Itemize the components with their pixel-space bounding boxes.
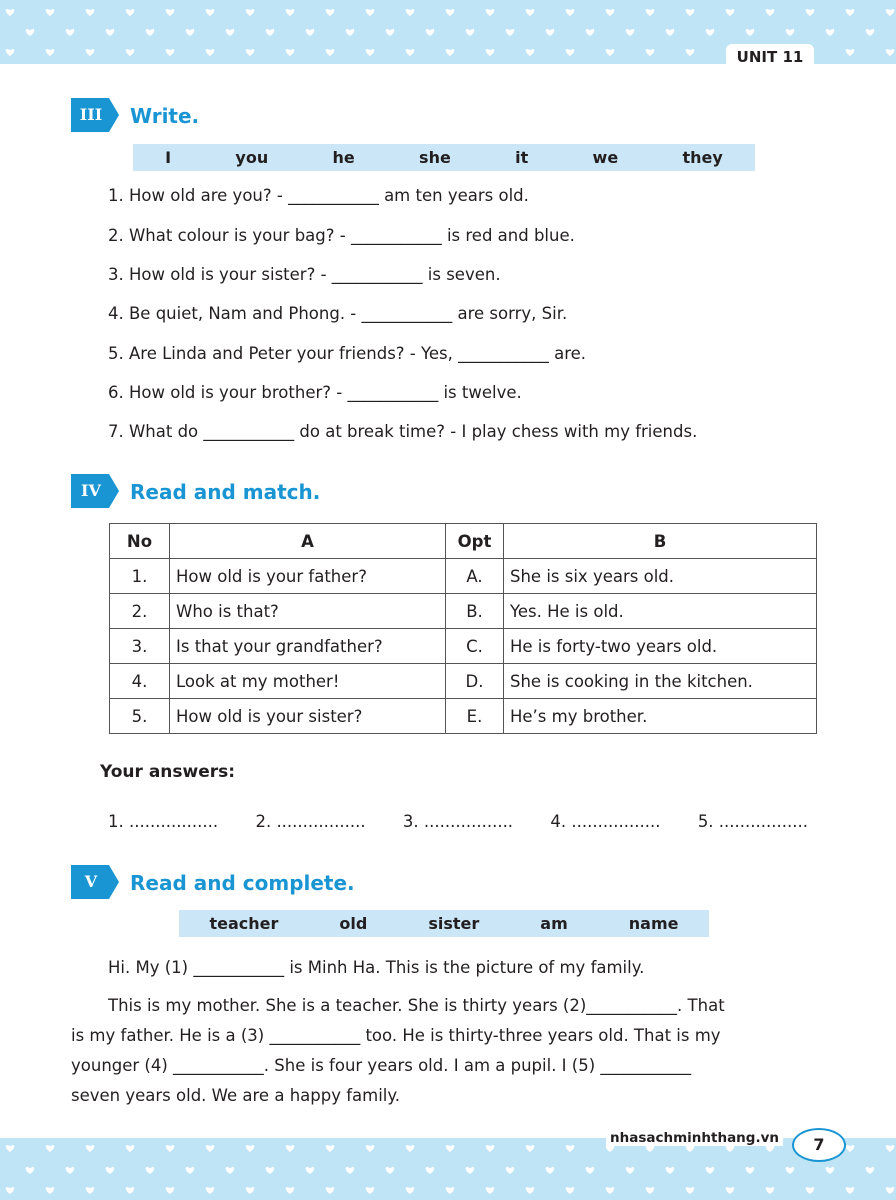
heart-icon: [866, 1167, 874, 1174]
header-opt: Opt: [446, 524, 504, 559]
heart-icon: [586, 1167, 594, 1174]
heart-icon: [846, 1145, 854, 1152]
heart-icon: [746, 29, 754, 36]
header-a: A: [170, 524, 446, 559]
heart-icon: [326, 1187, 334, 1194]
heart-icon: [246, 49, 254, 56]
paragraph-intro: Hi. My (1) ___________ is Minh Ha. This is the picture of my family.: [108, 958, 645, 977]
word-box-item: old: [339, 914, 368, 933]
heart-icon: [166, 49, 174, 56]
heart-icon: [186, 29, 194, 36]
paragraph-line: younger (4) ___________. She is four years old. I am a pupil. I (5) ___________: [71, 1056, 692, 1075]
heart-pattern-bottom: [0, 1138, 896, 1200]
paragraph-line: This is my mother. She is a teacher. She is thirty years (2)___________. That: [108, 996, 725, 1015]
heart-icon: [246, 1145, 254, 1152]
heart-icon: [126, 1145, 134, 1152]
heart-icon: [466, 1167, 474, 1174]
heart-icon: [726, 1187, 734, 1194]
heart-icon: [166, 1145, 174, 1152]
heart-icon: [86, 1187, 94, 1194]
heart-icon: [246, 9, 254, 16]
cell-a: Who is that?: [170, 594, 446, 629]
heart-icon: [326, 9, 334, 16]
heart-icon: [166, 9, 174, 16]
cell-no: 5.: [110, 699, 170, 734]
exercise-item-1: 1. How old are you? - ___________ am ten years old.: [108, 186, 529, 205]
heart-icon: [886, 1145, 894, 1152]
heart-icon: [66, 1167, 74, 1174]
heart-icon: [286, 49, 294, 56]
heart-icon: [246, 1187, 254, 1194]
heart-icon: [46, 1145, 54, 1152]
heart-icon: [646, 1145, 654, 1152]
table-row: [110, 559, 817, 594]
answer-blank-1: 1. .................: [108, 812, 219, 831]
heart-icon: [566, 49, 574, 56]
heart-icon: [706, 1167, 714, 1174]
word-box-item: he: [332, 148, 355, 167]
heart-icon: [206, 1145, 214, 1152]
heart-icon: [606, 1187, 614, 1194]
heart-icon: [426, 29, 434, 36]
heart-icon: [646, 9, 654, 16]
heart-icon: [826, 29, 834, 36]
cell-a: Look at my mother!: [170, 664, 446, 699]
heart-icon: [846, 9, 854, 16]
heart-icon: [6, 1145, 14, 1152]
heart-icon: [366, 9, 374, 16]
heart-icon: [206, 9, 214, 16]
heart-icon: [846, 1187, 854, 1194]
word-box-family: [179, 910, 709, 937]
heart-icon: [486, 1187, 494, 1194]
heart-icon: [686, 1187, 694, 1194]
heart-icon: [446, 9, 454, 16]
heart-icon: [226, 29, 234, 36]
heart-icon: [326, 1145, 334, 1152]
heart-icon: [806, 1187, 814, 1194]
word-box-item: teacher: [209, 914, 279, 933]
heart-icon: [686, 49, 694, 56]
word-box-item: I: [165, 148, 172, 167]
heart-icon: [106, 1167, 114, 1174]
heart-icon: [6, 1187, 14, 1194]
exercise-item-3: 3. How old is your sister? - ___________ is seven.: [108, 265, 501, 284]
heart-icon: [866, 29, 874, 36]
heart-icon: [206, 1187, 214, 1194]
cell-no: 2.: [110, 594, 170, 629]
heart-icon: [126, 49, 134, 56]
heart-icon: [406, 1187, 414, 1194]
header-no: No: [110, 524, 170, 559]
cell-b: She is six years old.: [504, 559, 817, 594]
heart-icon: [106, 29, 114, 36]
heart-icon: [646, 49, 654, 56]
heart-icon: [746, 1167, 754, 1174]
heart-icon: [86, 1145, 94, 1152]
heart-icon: [146, 29, 154, 36]
section-badge-iii: III: [71, 98, 119, 132]
heart-icon: [766, 9, 774, 16]
cell-opt: A.: [446, 559, 504, 594]
heart-icon: [126, 1187, 134, 1194]
word-box-item: name: [628, 914, 679, 933]
cell-opt: D.: [446, 664, 504, 699]
heart-icon: [346, 1167, 354, 1174]
heart-icon: [186, 1167, 194, 1174]
heart-icon: [46, 49, 54, 56]
section-title-read-and-match: Read and match.: [130, 480, 321, 504]
page-number: 7: [792, 1128, 846, 1162]
heart-icon: [406, 1145, 414, 1152]
heart-icon: [266, 29, 274, 36]
heart-icon: [806, 9, 814, 16]
cell-b: Yes. He is old.: [504, 594, 817, 629]
heart-icon: [586, 29, 594, 36]
heart-icon: [286, 1145, 294, 1152]
exercise-item-5: 5. Are Linda and Peter your friends? - Yes, ___________ are.: [108, 344, 587, 363]
publisher-website: nhasachminhthang.vn: [606, 1130, 783, 1146]
heart-icon: [406, 49, 414, 56]
cell-no: 1.: [110, 559, 170, 594]
heart-icon: [706, 29, 714, 36]
heart-icon: [466, 29, 474, 36]
heart-icon: [126, 9, 134, 16]
header-b: B: [504, 524, 817, 559]
heart-icon: [386, 1167, 394, 1174]
heart-icon: [786, 29, 794, 36]
heart-icon: [646, 1187, 654, 1194]
bottom-decorative-band: [0, 1138, 896, 1200]
heart-icon: [566, 1187, 574, 1194]
heart-icon: [886, 9, 894, 16]
heart-icon: [46, 1187, 54, 1194]
heart-icon: [606, 49, 614, 56]
heart-icon: [766, 1187, 774, 1194]
heart-icon: [386, 29, 394, 36]
heart-icon: [686, 9, 694, 16]
heart-icon: [366, 1145, 374, 1152]
heart-icon: [626, 1167, 634, 1174]
section-badge-iv: IV: [71, 474, 119, 508]
match-table: [109, 523, 817, 734]
heart-icon: [406, 9, 414, 16]
heart-icon: [886, 49, 894, 56]
paragraph-line: seven years old. We are a happy family.: [71, 1086, 401, 1105]
heart-icon: [886, 1187, 894, 1194]
word-box-item: we: [592, 148, 619, 167]
section-title-read-and-complete: Read and complete.: [130, 871, 355, 895]
answers-title: Your answers:: [100, 762, 236, 782]
cell-opt: E.: [446, 699, 504, 734]
exercise-item-2: 2. What colour is your bag? - ___________ is red and blue.: [108, 226, 575, 245]
answer-blank-2: 2. .................: [255, 812, 366, 831]
heart-icon: [286, 9, 294, 16]
section-badge-v: V: [71, 865, 119, 899]
heart-icon: [606, 9, 614, 16]
answers-row: [108, 812, 808, 831]
heart-icon: [326, 49, 334, 56]
heart-icon: [446, 49, 454, 56]
cell-b: She is cooking in the kitchen.: [504, 664, 817, 699]
table-row: [110, 664, 817, 699]
heart-icon: [86, 9, 94, 16]
heart-icon: [446, 1145, 454, 1152]
word-box-item: it: [515, 148, 529, 167]
heart-icon: [26, 1167, 34, 1174]
heart-icon: [546, 1167, 554, 1174]
word-box-item: you: [235, 148, 269, 167]
cell-a: How old is your sister?: [170, 699, 446, 734]
table-header-row: [110, 524, 817, 559]
heart-icon: [606, 1145, 614, 1152]
heart-icon: [6, 49, 14, 56]
heart-icon: [666, 1167, 674, 1174]
paragraph-line: is my father. He is a (3) ___________ too. He is thirty-three years old. That is my: [71, 1026, 721, 1045]
exercise-item-4: 4. Be quiet, Nam and Phong. - ___________ are sorry, Sir.: [108, 304, 568, 323]
cell-no: 4.: [110, 664, 170, 699]
heart-icon: [506, 29, 514, 36]
exercise-item-6: 6. How old is your brother? - ___________ is twelve.: [108, 383, 522, 402]
heart-icon: [66, 29, 74, 36]
answer-blank-3: 3. .................: [402, 812, 514, 831]
heart-icon: [826, 1167, 834, 1174]
heart-icon: [366, 49, 374, 56]
cell-a: How old is your father?: [170, 559, 446, 594]
heart-icon: [846, 49, 854, 56]
heart-icon: [366, 1187, 374, 1194]
heart-icon: [666, 29, 674, 36]
unit-label: UNIT 11: [726, 44, 814, 70]
heart-icon: [426, 1167, 434, 1174]
heart-icon: [526, 49, 534, 56]
heart-icon: [526, 1187, 534, 1194]
heart-icon: [206, 49, 214, 56]
heart-icon: [566, 9, 574, 16]
word-box-pronouns: [133, 144, 755, 171]
heart-icon: [526, 1145, 534, 1152]
exercise-item-7: 7. What do ___________ do at break time? - I play chess with my friends.: [108, 422, 698, 441]
heart-icon: [486, 1145, 494, 1152]
table-row: [110, 629, 817, 664]
heart-icon: [166, 1187, 174, 1194]
word-box-item: am: [540, 914, 568, 933]
heart-icon: [526, 9, 534, 16]
heart-icon: [146, 1167, 154, 1174]
heart-icon: [566, 1145, 574, 1152]
heart-icon: [786, 1167, 794, 1174]
answer-blank-4: 4. .................: [550, 812, 661, 831]
paragraph-family: [71, 991, 817, 1111]
heart-icon: [286, 1187, 294, 1194]
heart-icon: [726, 9, 734, 16]
heart-icon: [766, 1145, 774, 1152]
heart-icon: [46, 9, 54, 16]
heart-icon: [686, 1145, 694, 1152]
cell-b: He’s my brother.: [504, 699, 817, 734]
heart-icon: [446, 1187, 454, 1194]
table-row: [110, 699, 817, 734]
answer-blank-5: 5. .................: [697, 812, 808, 831]
heart-icon: [486, 9, 494, 16]
cell-a: Is that your grandfather?: [170, 629, 446, 664]
word-box-item: she: [419, 148, 451, 167]
heart-icon: [546, 29, 554, 36]
cell-opt: C.: [446, 629, 504, 664]
cell-no: 3.: [110, 629, 170, 664]
heart-icon: [726, 1145, 734, 1152]
heart-icon: [306, 29, 314, 36]
cell-opt: B.: [446, 594, 504, 629]
heart-icon: [6, 9, 14, 16]
section-title-write: Write.: [130, 104, 200, 128]
word-box-item: they: [682, 148, 723, 167]
heart-icon: [226, 1167, 234, 1174]
heart-icon: [266, 1167, 274, 1174]
heart-icon: [306, 1167, 314, 1174]
heart-icon: [626, 29, 634, 36]
table-row: [110, 594, 817, 629]
cell-b: He is forty-two years old.: [504, 629, 817, 664]
heart-icon: [86, 49, 94, 56]
heart-icon: [346, 29, 354, 36]
heart-icon: [506, 1167, 514, 1174]
heart-icon: [486, 49, 494, 56]
word-box-item: sister: [428, 914, 480, 933]
heart-icon: [26, 29, 34, 36]
